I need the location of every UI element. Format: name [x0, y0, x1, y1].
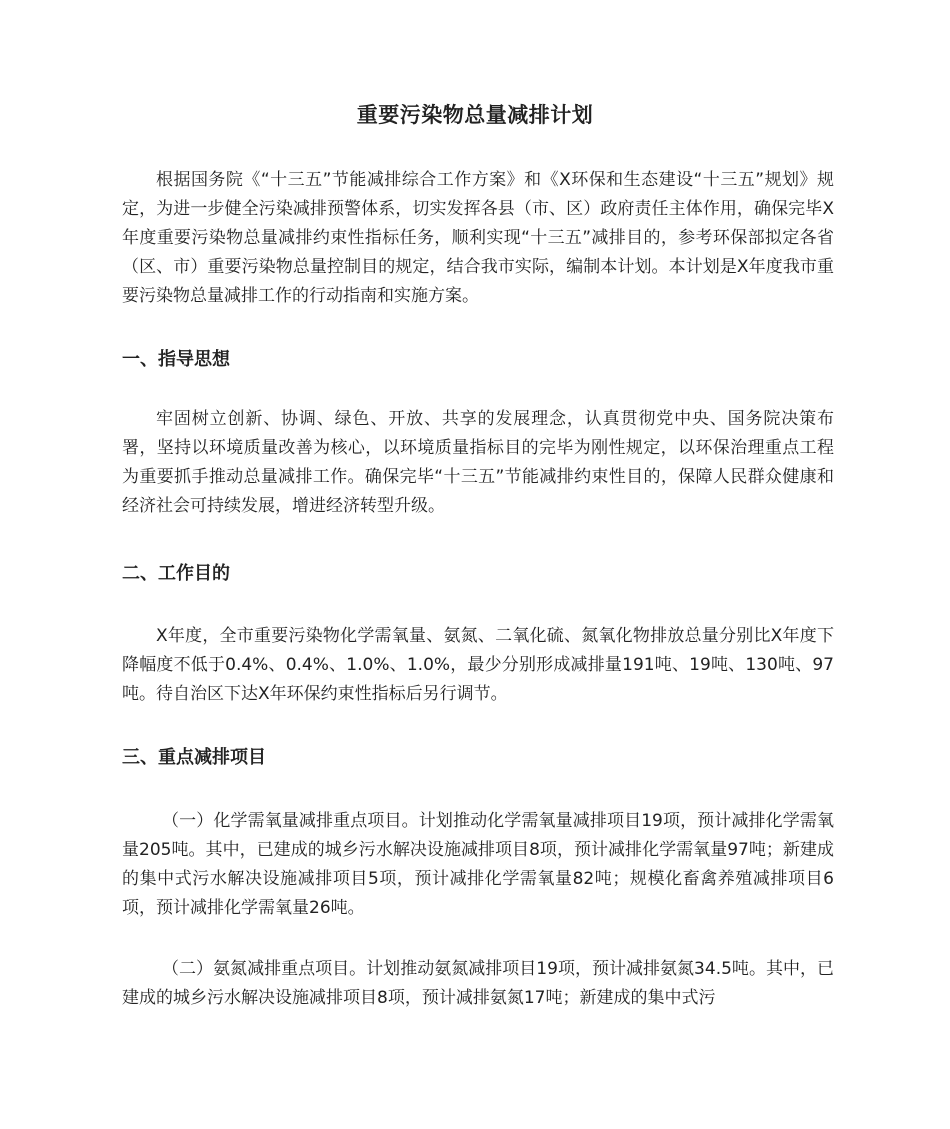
section-heading-guiding-thought: 一、指导思想	[122, 349, 230, 370]
section-heading-key-projects: 三、重点减排项目	[122, 747, 266, 768]
intro-paragraph: 根据国务院《“十三五”节能减排综合工作方案》和《X环保和生态建设“十三五”规划》规定，为进一步健全污染减排预警体系，切实发挥各县（市、区）政府责任主体作用，确保完毕X年度重要污染物总量减排约束性指标任务，顺利实现“十三五”减排目的，参考环保部拟定各省（区、市）重要污染物总量控制目的规定，结合我市实际，编制本计划。本计划是X年度我市重要污染物总量减排工作的行动指南和实施方案。	[122, 170, 834, 306]
section-body-work-objectives: X年度，全市重要污染物化学需氧量、氨氮、二氧化硫、氮氧化物排放总量分别比X年度下降幅度不低于0.4%、0.4%、1.0%、1.0%，最少分别形成减排量191吨、19吨、130吨、97吨。待自治区下达X年环保约束性指标后另行调节。	[122, 626, 834, 704]
key-project-item-cod: （一）化学需氧量减排重点项目。计划推动化学需氧量减排项目19项，预计减排化学需氧量205吨。其中，已建成的城乡污水解决设施减排项目8项，预计减排化学需氧量97吨；新建成的集中式污水解决设施减排项目5项，预计减排化学需氧量82吨；规模化畜禽养殖减排项目6项，预计减排化学需氧量26吨。	[122, 811, 834, 918]
section-heading-work-objectives: 二、工作目的	[122, 563, 230, 584]
section-body-guiding-thought: 牢固树立创新、协调、绿色、开放、共享的发展理念，认真贯彻党中央、国务院决策布署，坚持以环境质量改善为核心，以环境质量指标目的完毕为刚性规定，以环保治理重点工程为重要抓手推动总量减排工作。确保完毕“十三五”节能减排约束性目的，保障人民群众健康和经济社会可持续发展，增进经济转型升级。	[122, 409, 834, 516]
key-project-item-ammonia: （二）氨氮减排重点项目。计划推动氨氮减排项目19项，预计减排氨氮34.5吨。其中，已建成的城乡污水解决设施减排项目8项，预计减排氨氮17吨；新建成的集中式污	[122, 959, 834, 1008]
document-title: 重要污染物总量减排计划	[356, 103, 594, 127]
